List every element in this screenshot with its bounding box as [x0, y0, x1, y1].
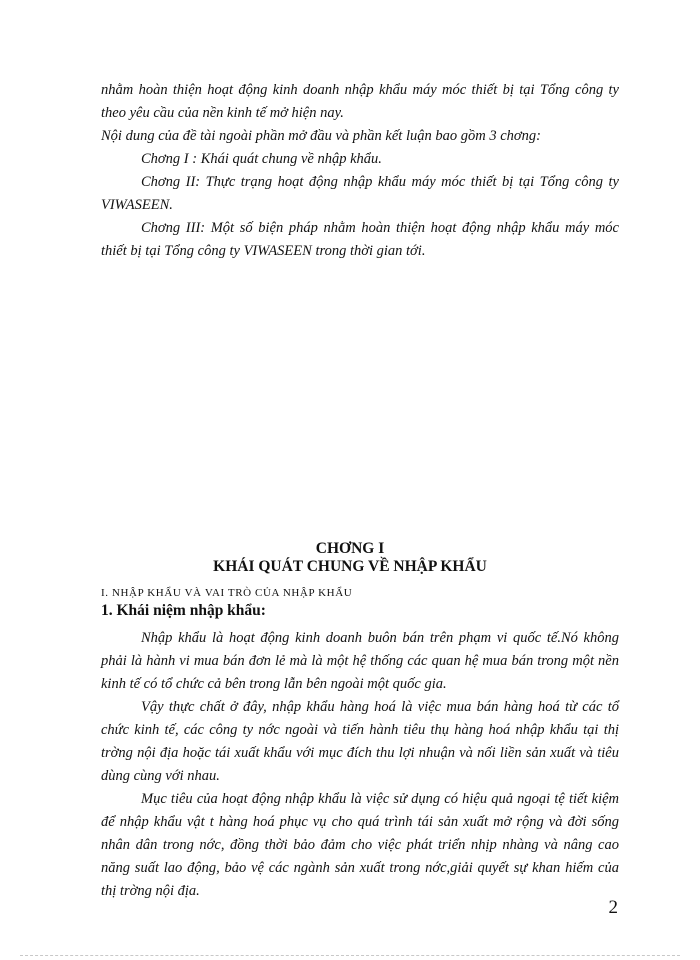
body-section	[101, 627, 619, 903]
chapter-outline-item: Chơng III: Một số biện pháp nhằm hoàn thiện hoạt động nhập khẩu máy móc thiết bị tại Tổng công ty VIWASEEN trong thời gian tới.	[101, 220, 619, 259]
page-divider	[20, 955, 680, 956]
body-paragraph: Vậy thực chất ở đây, nhập khẩu hàng hoá là việc mua bán hàng hoá từ các tổ chức kinh tế, các công ty nớc ngoài và tiến hành tiêu thụ hàng hoá nhập khẩu tại thị trờng nội địa hoặc tái xuất khẩu với mục đích thu lợi nhuận và nối liền sản xuất và tiêu dùng cùng với nhau.	[101, 699, 619, 784]
intro-paragraph: nhằm hoàn thiện hoạt động kinh doanh nhập khẩu máy móc thiết bị tại Tổng công ty theo yêu cầu của nền kinh tế mở hiện nay.	[101, 82, 619, 121]
chapter-outline-item: Chơng I : Khái quát chung về nhập khẩu.	[141, 151, 382, 167]
body-paragraph: Mục tiêu của hoạt động nhập khẩu là việc sử dụng có hiệu quả ngoại tệ tiết kiệm để nhập khẩu vật t hàng hoá phục vụ cho quá trình tái sản xuất mở rộng và đời sống nhân dân trong nớc, đồng thời bảo đảm cho việc phát triển nhịp nhàng và nâng cao năng suất lao động, bảo vệ các ngành sản xuất trong nớc,giải quyết sự khan hiếm của thị trờng nội địa.	[101, 791, 619, 899]
intro-paragraph: Nội dung của đề tài ngoài phần mở đầu và phần kết luận bao gồm 3 chơng:	[101, 128, 541, 144]
chapter-title: KHÁI QUÁT CHUNG VỀ NHẬP KHẨU	[213, 558, 487, 575]
body-paragraph: Nhập khẩu là hoạt động kinh doanh buôn bán trên phạm vi quốc tế.Nó không phải là hành vi mua bán đơn lẻ mà là một hệ thống các quan hệ mua bán trong một nền kinh tế có tổ chức cả bên trong lẫn bên ngoài một quốc gia.	[101, 630, 619, 692]
page-number: 2	[608, 897, 618, 918]
chapter-heading	[0, 540, 700, 576]
subsection-heading: 1. Khái niệm nhập khẩu:	[101, 602, 266, 619]
chapter-label: CHƠNG I	[315, 540, 385, 557]
chapter-outline-item: Chơng II: Thực trạng hoạt động nhập khẩu máy móc thiết bị tại Tổng công ty VIWASEEN.	[101, 174, 619, 213]
section-heading: I. NHẬP KHẨU VÀ VAI TRÒ CỦA NHẬP KHẨU	[101, 587, 353, 599]
intro-section	[101, 79, 619, 263]
